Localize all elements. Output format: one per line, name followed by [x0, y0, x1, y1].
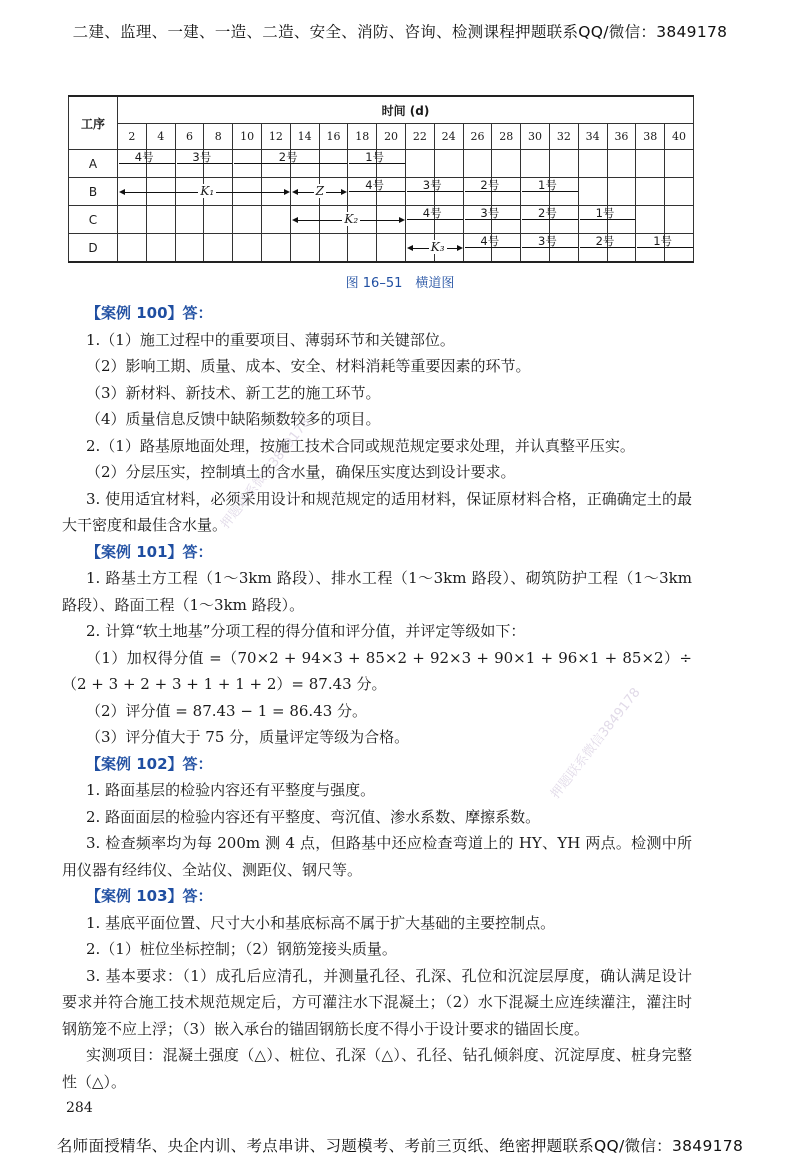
process-name: A	[69, 150, 118, 178]
watermark-text: 押题联系微信3849178	[548, 685, 644, 802]
gantt-bar-label: 3号	[192, 150, 212, 164]
timeline-cell	[492, 234, 521, 263]
timeline-cell	[348, 234, 377, 263]
timeline-cell	[348, 150, 377, 178]
timeline-cell	[578, 150, 607, 178]
case-100-item: 3. 使用适宜材料，必须采用设计和规范规定的适用材料，保证原材料合格，正确确定土的最大干密度和最佳含水量。	[62, 489, 692, 534]
case-101-item: （1）加权得分值 =（70×2 + 94×3 + 85×2 + 92×3 + 90×1 + 96×1 + 85×2）÷（2 + 3 + 2 + 3 + 1 + 1 + 2）= 87.43 分。	[62, 648, 692, 693]
timeline-cell	[233, 150, 262, 178]
timeline-cell	[319, 150, 348, 178]
timeline-cell	[377, 234, 406, 263]
time-tick-label: 32	[549, 124, 578, 150]
gantt-bar-label: 1号	[653, 234, 673, 248]
timeline-cell	[549, 234, 578, 263]
timeline-cell	[405, 150, 434, 178]
case-100-item: 2.（1）路基原地面处理，按施工技术合同或规范规定要求处理，并认真整平压实。	[86, 436, 635, 455]
timeline-cell	[118, 206, 615, 234]
gantt-bar-label: 2号	[538, 206, 557, 220]
answer-body	[62, 300, 692, 1095]
gantt-bar-label: 4号	[365, 178, 385, 192]
timeline-cell	[204, 150, 233, 178]
timeline-cell	[405, 206, 434, 234]
timeline-cell	[492, 178, 521, 206]
timeline-cell	[405, 234, 434, 263]
gantt-bar-label: 3号	[538, 234, 557, 248]
timeline-cell	[607, 178, 636, 206]
process-row-d	[69, 234, 694, 263]
case-103-item: 实测项目：混凝土强度（△）、桩位、孔深（△）、孔径、钻孔倾斜度、沉淀厚度、桩身完整性（△）。	[62, 1046, 692, 1091]
case-102-item: 1. 路面基层的检验内容还有平整度与强度。	[86, 781, 376, 799]
time-tick-label: 38	[636, 124, 665, 150]
timeline-cell	[175, 234, 204, 263]
timeline-cell	[578, 234, 607, 263]
timeline-cell	[319, 178, 348, 206]
timeline-cell	[636, 206, 665, 234]
timeline-cell	[549, 150, 578, 178]
timeline-cell	[261, 234, 290, 263]
timeline-cell	[578, 206, 607, 234]
timeline-cell	[665, 150, 694, 178]
case-100-item: 1.（1）施工过程中的重要项目、薄弱环节和关键部位。	[86, 330, 455, 349]
process-row-a	[69, 150, 694, 178]
interval-label: K₂	[344, 212, 359, 226]
gantt-bar-label: 2号	[480, 178, 500, 192]
timeline-cell	[290, 150, 319, 178]
case-100-title: 【案例 100】答：	[86, 304, 213, 322]
time-tick-label: 16	[319, 124, 348, 150]
timeline-cell	[578, 178, 607, 206]
gantt-bar-label: 4号	[422, 206, 442, 220]
timeline-cell	[261, 150, 290, 178]
bottom-promo-banner: 名师面授精华、央企内训、考点串讲、习题模考、考前三页纸、绝密押题联系QQ/微信：3849178	[56, 1137, 744, 1155]
timeline-cell	[233, 234, 262, 263]
timeline-cell	[261, 178, 290, 206]
time-tick-label: 24	[434, 124, 463, 150]
timeline-cell	[434, 150, 463, 178]
process-name: D	[69, 234, 118, 263]
timeline-cell	[434, 178, 463, 206]
interval-label: Z	[315, 184, 324, 198]
process-name: B	[69, 178, 118, 206]
gantt-bar-label: 3号	[422, 178, 442, 192]
gantt-bar-label: 3号	[480, 206, 500, 220]
timeline-cell	[665, 234, 694, 263]
timeline-cell	[377, 178, 406, 206]
timeline-cell	[146, 234, 175, 263]
gantt-chart-table	[68, 95, 694, 263]
arrow-left-icon	[119, 189, 125, 195]
time-tick-label: 34	[578, 124, 607, 150]
gantt-bar-label: 1号	[595, 206, 615, 220]
time-tick-label: 8	[204, 124, 233, 150]
time-tick-label: 36	[607, 124, 636, 150]
timeline-cell	[434, 234, 463, 263]
page-number: 284	[66, 1100, 93, 1116]
top-promo-banner: 二建、监理、一建、一造、二造、安全、消防、咨询、检测课程押题联系QQ/微信：3849178	[72, 23, 728, 41]
timeline-cell	[434, 206, 463, 234]
timeline-cell	[175, 150, 204, 178]
timeline-cell	[146, 150, 175, 178]
time-tick-label: 40	[665, 124, 694, 150]
watermark-text: 押题联系微信3849178	[218, 415, 314, 532]
timeline-cell	[348, 178, 377, 206]
timeline-cell	[348, 206, 377, 234]
case-101-item: 1. 路基土方工程（1～3km 路段）、排水工程（1～3km 路段）、砌筑防护工程（1～3km 路段）、路面工程（1～3km 路段）。	[62, 569, 692, 614]
timeline-cell	[521, 150, 550, 178]
case-101-title: 【案例 101】答：	[86, 542, 213, 561]
timeline-cell	[377, 206, 406, 234]
timeline-cell	[549, 206, 578, 234]
case-103-item: 1. 基底平面位置、尺寸大小和基底标高不属于扩大基础的主要控制点。	[86, 913, 556, 932]
timeline-cell	[146, 178, 175, 206]
timeline-cell	[175, 178, 204, 206]
gantt-bar-label: 4号	[480, 234, 500, 248]
time-tick-label: 20	[377, 124, 406, 150]
timeline-cell	[521, 178, 550, 206]
case-101-item: （3）评分值大于 75 分，质量评定等级为合格。	[86, 728, 410, 746]
timeline-cell	[607, 234, 636, 263]
timeline-cell	[261, 206, 290, 234]
case-103-title: 【案例 103】答：	[86, 887, 213, 905]
timeline-cell	[492, 150, 521, 178]
timeline-cell	[405, 178, 434, 206]
timeline-cell	[204, 178, 233, 206]
timeline-cell	[636, 234, 665, 263]
time-tick-label: 30	[521, 124, 550, 150]
case-101-item: （2）评分值 = 87.43 − 1 = 86.43 分。	[86, 701, 368, 720]
case-103-item: 2.（1）桩位坐标控制；（2）钢筋笼接头质量。	[86, 940, 397, 958]
figure-caption: 图 16–51 横道图	[345, 276, 455, 291]
timeline-cell	[377, 150, 406, 178]
timeline-cell	[118, 234, 673, 263]
gantt-bar-label: 1号	[365, 150, 385, 164]
tick-row	[69, 124, 694, 150]
time-tick-label: 4	[146, 124, 175, 150]
timeline-cell	[319, 234, 348, 263]
time-tick-label: 22	[405, 124, 434, 150]
timeline-cell	[290, 178, 319, 206]
case-101-item: 2. 计算“软土地基”分项工程的得分值和评分值，并评定等级如下：	[86, 622, 526, 640]
interval-label: K₃	[430, 240, 445, 254]
process-name: C	[69, 206, 118, 234]
timeline-cell	[233, 178, 262, 206]
case-100-item: （2）分层压实，控制填土的含水量，确保压实度达到设计要求。	[86, 463, 516, 481]
time-tick-label: 6	[175, 124, 204, 150]
interval-label: K₁	[200, 184, 215, 198]
timeline-cell	[607, 150, 636, 178]
timeline-cell	[233, 206, 262, 234]
timeline-cell	[636, 150, 665, 178]
case-102-item: 3. 检查频率均为每 200m 测 4 点，但路基中还应检查弯道上的 HY、YH 两点。检测中所用仪器有经纬仪、全站仪、测距仪、钢尺等。	[62, 834, 692, 879]
time-tick-label: 14	[290, 124, 319, 150]
timeline-cell	[463, 150, 492, 178]
timeline-cell	[463, 178, 492, 206]
timeline-cell	[290, 206, 319, 234]
gantt-bar-label: 4号	[134, 150, 154, 164]
timeline-cell	[204, 206, 233, 234]
time-tick-label: 2	[118, 124, 147, 150]
time-tick-label: 28	[492, 124, 521, 150]
case-103-item: 3. 基本要求：（1）成孔后应清孔，并测量孔径、孔深、孔位和沉淀层厚度，确认满足设计要求并符合施工技术规范规定后，方可灌注水下混凝土；（2）水下混凝土应连续灌注，灌注时钢筋笼不应上浮；（3）嵌入承台的锚固钢筋长度不得小于设计要求的锚固长度。	[62, 966, 692, 1038]
timeline-cell	[636, 178, 665, 206]
timeline-cell	[290, 234, 319, 263]
timeline-cell	[463, 206, 492, 234]
timeline-cell	[521, 206, 550, 234]
timeline-cell	[492, 206, 521, 234]
time-tick-label: 26	[463, 124, 492, 150]
gantt-bar-label: 2号	[278, 150, 298, 164]
timeline-cell	[118, 178, 557, 206]
time-tick-label: 18	[348, 124, 377, 150]
time-tick-label: 10	[233, 124, 262, 150]
gantt-bar-label: 2号	[595, 234, 615, 248]
timeline-cell	[665, 178, 694, 206]
timeline-cell	[146, 206, 175, 234]
process-row-b	[69, 178, 694, 206]
gantt-bar-label: 1号	[538, 178, 557, 192]
case-100-item: （3）新材料、新技术、新工艺的施工环节。	[86, 383, 381, 402]
process-row-c	[69, 206, 694, 234]
time-tick-label: 12	[261, 124, 290, 150]
corner-label: 工序	[69, 96, 118, 150]
timeline-cell	[521, 234, 550, 263]
timeline-cell	[319, 206, 348, 234]
timeline-cell	[204, 234, 233, 263]
case-102-item: 2. 路面面层的检验内容还有平整度、弯沉值、渗水系数、摩擦系数。	[86, 807, 541, 826]
case-100-item: （2）影响工期、质量、成本、安全、材料消耗等重要因素的环节。	[86, 357, 531, 375]
case-100-item: （4）质量信息反馈中缺陷频数较多的项目。	[86, 410, 381, 428]
timeline-cell	[607, 206, 636, 234]
timeline-cell	[463, 234, 492, 263]
timeline-cell	[175, 206, 204, 234]
time-axis-title: 时间 (d)	[118, 96, 694, 124]
timeline-cell	[549, 178, 578, 206]
case-102-title: 【案例 102】答：	[86, 754, 213, 773]
timeline-cell	[118, 150, 385, 178]
timeline-cell	[665, 206, 694, 234]
